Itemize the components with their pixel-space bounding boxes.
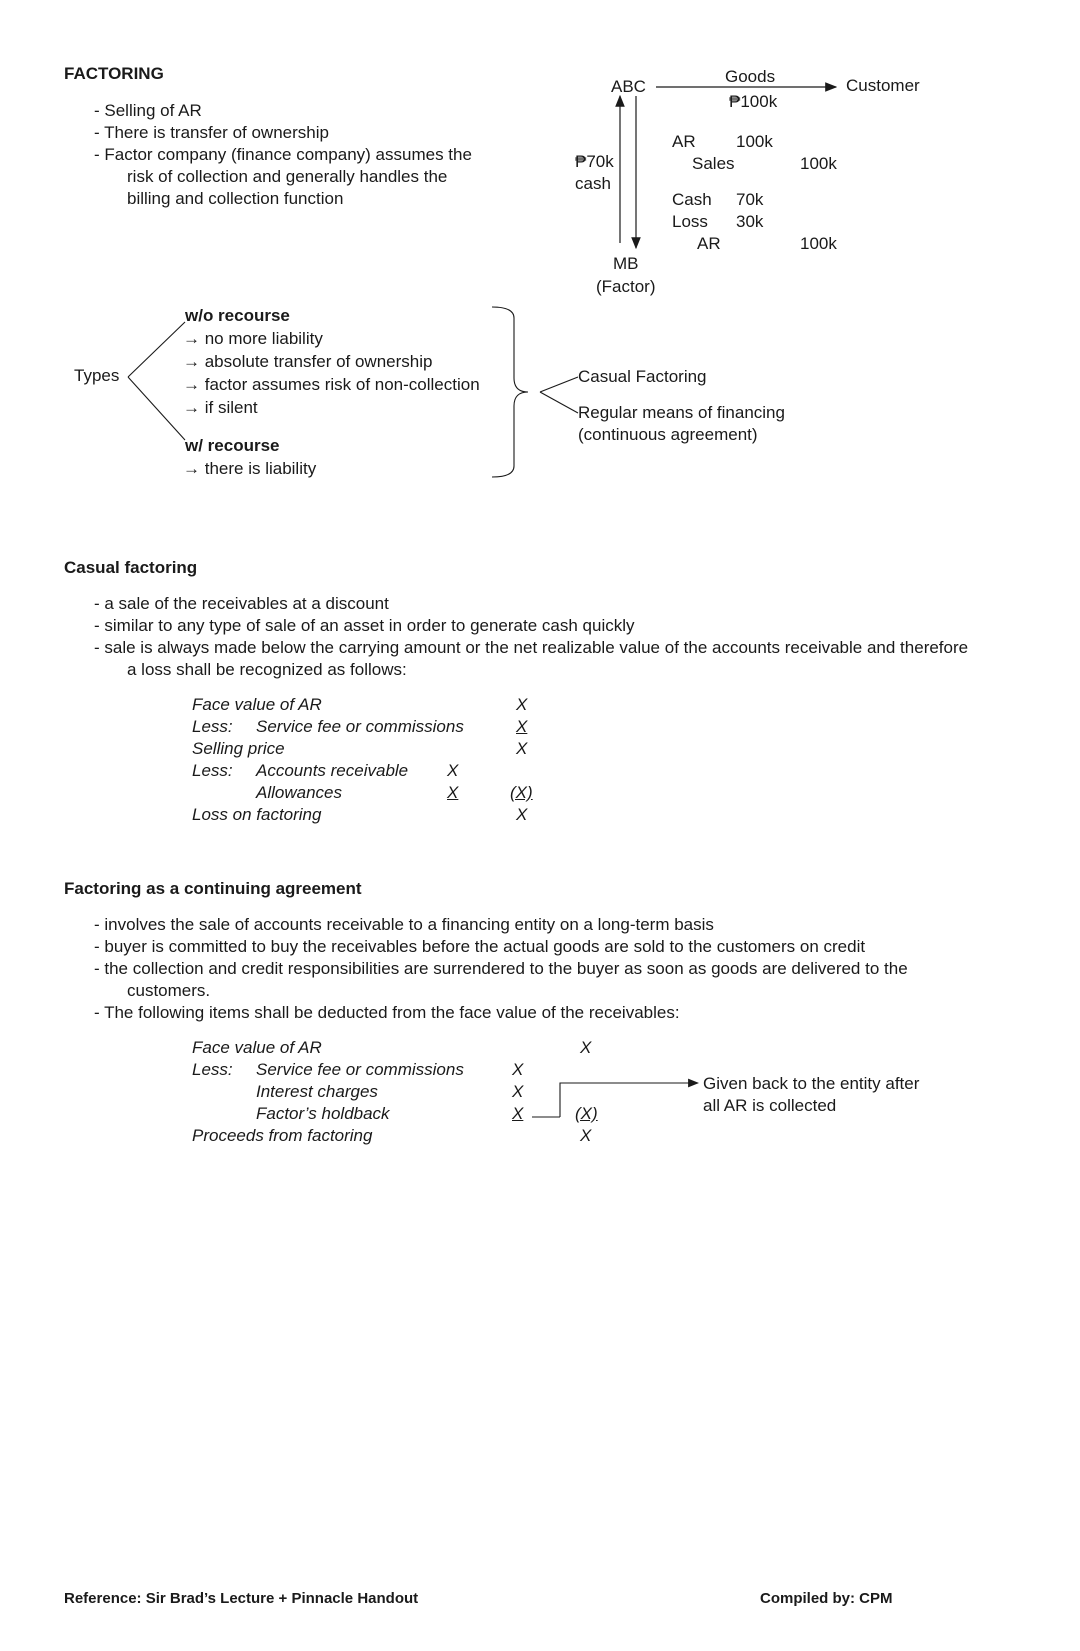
factoring-title: FACTORING <box>64 64 164 83</box>
casual-ar-value: X <box>447 761 459 780</box>
continuing-bullet-cont: customers. <box>127 981 211 1000</box>
factoring-bullet-cont: risk of collection and generally handles the <box>127 167 448 186</box>
casual-face-label: Face value of AR <box>192 695 322 714</box>
without-recourse-item: → absolute transfer of ownership <box>183 352 433 371</box>
without-recourse-item: → factor assumes risk of non-collection <box>183 375 480 394</box>
casual-face-value: X <box>516 695 528 714</box>
types-label: Types <box>74 366 120 385</box>
casual-title: Casual factoring <box>64 558 198 577</box>
with-recourse-item: → there is liability <box>183 459 317 478</box>
casual-factoring-label: Casual Factoring <box>578 367 707 386</box>
flow-customer: Customer <box>846 76 920 95</box>
cont-service-label: Service fee or commissions <box>256 1060 464 1079</box>
continuing-bullet: - involves the sale of accounts receivable to a financing entity on a long-term basis <box>94 915 714 934</box>
without-recourse-item: → no more liability <box>183 329 323 348</box>
casual-allow-value: X <box>447 783 459 802</box>
je2-cr-account: AR <box>697 234 721 253</box>
casual-less2: Less: <box>192 761 233 780</box>
je1-cr-amount: 100k <box>800 154 837 173</box>
holdback-note: Given back to the entity after <box>703 1074 920 1093</box>
with-recourse-title: w/ recourse <box>185 436 280 455</box>
without-recourse-title: w/o recourse <box>185 306 290 325</box>
types-branch-up <box>128 322 185 377</box>
cont-proceeds-value: X <box>580 1126 592 1145</box>
types-brace <box>492 307 528 477</box>
casual-loss-value: X <box>516 805 528 824</box>
flow-abc: ABC <box>611 77 646 96</box>
casual-bullet: - similar to any type of sale of an asset in order to generate cash quickly <box>94 616 635 635</box>
casual-service-label: Service fee or commissions <box>256 717 464 736</box>
continuing-bullet: - buyer is committed to buy the receivables before the actual goods are sold to the customers on credit <box>94 937 866 956</box>
footer-compiled: Compiled by: CPM <box>760 1590 893 1607</box>
cont-face-label: Face value of AR <box>192 1038 322 1057</box>
without-recourse-item: → if silent <box>183 398 258 417</box>
continuing-title: Factoring as a continuing agreement <box>64 879 362 898</box>
casual-net-value: (X) <box>510 783 533 802</box>
flow-cash-label: cash <box>575 174 611 193</box>
types-branch-down <box>128 377 185 440</box>
je1-dr-amount: 100k <box>736 132 773 151</box>
cont-service-value: X <box>512 1060 524 1079</box>
cont-interest-value: X <box>512 1082 524 1101</box>
je2-dr1-amount: 70k <box>736 190 764 209</box>
je2-cr-amount: 100k <box>800 234 837 253</box>
casual-bullet: - a sale of the receivables at a discount <box>94 594 389 613</box>
je1-cr-account: Sales <box>692 154 735 173</box>
factoring-bullet: - Factor company (finance company) assumes the <box>94 145 472 164</box>
factoring-branch-down <box>540 392 578 413</box>
holdback-note-cont: all AR is collected <box>703 1096 837 1115</box>
flow-mb: MB <box>613 254 639 273</box>
factoring-bullet: - Selling of AR <box>94 101 202 120</box>
cont-proceeds-label: Proceeds from factoring <box>192 1126 373 1145</box>
casual-selling-label: Selling price <box>192 739 285 758</box>
casual-bullet: - sale is always made below the carrying amount or the net realizable value of the accounts receivable and therefore <box>94 638 969 657</box>
casual-selling-value: X <box>516 739 528 758</box>
flow-cash-amount: ₱70k <box>575 152 614 171</box>
regular-financing-label: Regular means of financing <box>578 403 785 422</box>
flow-goods: Goods <box>725 67 776 86</box>
factoring-bullet: - There is transfer of ownership <box>94 123 329 142</box>
casual-loss-label: Loss on factoring <box>192 805 322 824</box>
cont-holdback-value: X <box>512 1104 524 1123</box>
casual-service-value: X <box>516 717 528 736</box>
je2-dr2-amount: 30k <box>736 212 764 231</box>
casual-ar-label: Accounts receivable <box>256 761 409 780</box>
footer-reference: Reference: Sir Brad’s Lecture + Pinnacle Handout <box>64 1590 419 1607</box>
flow-goods-amount: ₱100k <box>729 92 778 111</box>
je2-dr1-account: Cash <box>672 190 712 209</box>
factoring-branch-up <box>540 377 578 392</box>
casual-allow-label: Allowances <box>256 783 342 802</box>
continuing-bullet: - the collection and credit responsibilities are surrendered to the buyer as soon as goods are delivered to the <box>94 959 908 978</box>
cont-face-value: X <box>580 1038 592 1057</box>
cont-less: Less: <box>192 1060 233 1079</box>
cont-interest-label: Interest charges <box>256 1082 378 1101</box>
factoring-bullet-cont: billing and collection function <box>127 189 344 208</box>
cont-deduction-total: (X) <box>575 1104 598 1123</box>
regular-financing-sub: (continuous agreement) <box>578 425 758 444</box>
continuing-bullet: - The following items shall be deducted from the face value of the receivables: <box>94 1003 680 1022</box>
je2-dr2-account: Loss <box>672 212 708 231</box>
cont-holdback-label: Factor’s holdback <box>256 1104 390 1123</box>
flow-factor: (Factor) <box>596 277 656 296</box>
casual-bullet-cont: a loss shall be recognized as follows: <box>127 660 407 679</box>
je1-dr-account: AR <box>672 132 696 151</box>
casual-less1: Less: <box>192 717 233 736</box>
